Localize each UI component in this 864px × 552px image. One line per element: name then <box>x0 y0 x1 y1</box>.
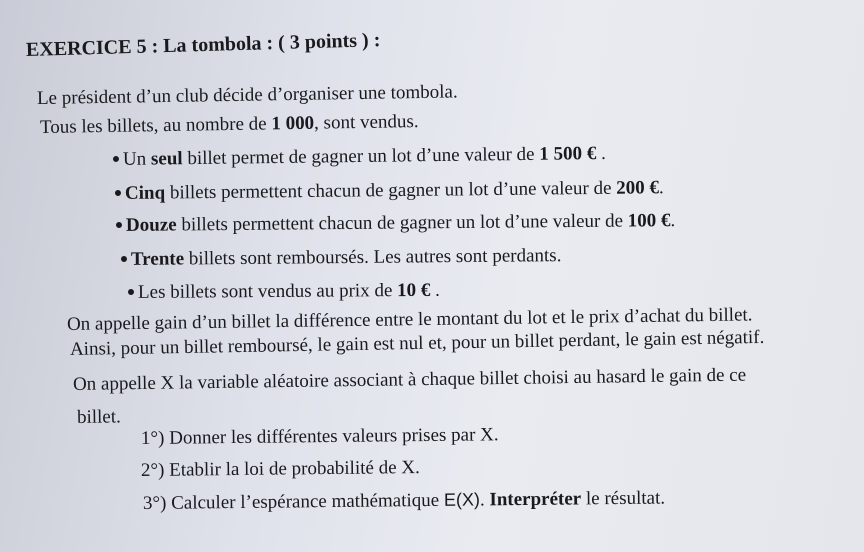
bullet-icon <box>121 256 127 262</box>
bullet-text: billets permettent chacun de gagner un lot d’une valeur de <box>165 177 617 204</box>
bullet-end: . <box>596 142 606 165</box>
question-text: Donner les différentes valeurs prises par X. <box>164 424 499 449</box>
list-item <box>128 280 440 304</box>
exercise-title: EXERCICE 5 : La tombola : ( 3 points ) : <box>25 29 381 61</box>
bullet-icon <box>113 156 119 162</box>
list-item <box>116 210 675 237</box>
bullet-text: billet permet de gagner un lot d’une valeur de <box>182 143 540 170</box>
question-number: 1°) <box>140 427 165 449</box>
question-text: . <box>479 489 490 511</box>
paragraph-line: Ainsi, pour un billet remboursé, le gain est nul et, pour un billet perdant, le gain est négatif. <box>69 326 765 360</box>
question-number: 3°) <box>142 492 167 514</box>
question-text: Etablir la loi de probabilité de X. <box>164 457 420 481</box>
bullet-end: . <box>430 279 440 301</box>
bullet-bold: seul <box>150 148 183 170</box>
bullet-value: 1 500 € <box>539 143 597 165</box>
bullet-value: 100 € <box>627 210 671 232</box>
bullet-icon <box>116 222 122 228</box>
bullet-bold: Douze <box>125 214 177 236</box>
bullet-bold: Trente <box>130 248 185 270</box>
bullet-value: 10 € <box>397 279 431 302</box>
intro-line-2-text: Tous les billets, au nombre de <box>39 113 272 138</box>
paragraph-line: On appelle X la variable aléatoire associant à chaque billet choisi au hasard le gain de ce <box>72 364 747 395</box>
intro-line-1: Le président d’un club décide d’organiser une tombola. <box>36 81 458 109</box>
paragraph-line: billet. <box>76 406 121 428</box>
bullet-icon <box>128 289 134 295</box>
question-1 <box>141 424 499 450</box>
list-item <box>115 177 664 205</box>
intro-line-2 <box>40 111 419 139</box>
bullet-icon <box>115 190 121 196</box>
question-text: Calculer l’espérance mathématique <box>166 489 445 514</box>
bullet-text: billets sont remboursés. Les autres sont perdants. <box>184 245 562 270</box>
bullet-text: billets permettent chacun de gagner un lot d’une valeur de <box>176 210 628 236</box>
question-text: le résultat. <box>581 487 666 510</box>
question-3 <box>143 487 665 515</box>
question-2 <box>141 457 420 482</box>
bullet-text: Les billets sont vendus au prix de <box>137 280 398 303</box>
ticket-count: 1 000 <box>271 112 315 135</box>
bullet-value: 200 € <box>616 177 660 199</box>
list-item <box>121 245 562 271</box>
intro-line-2-end: , sont vendus. <box>313 111 419 134</box>
question-bold: Interpréter <box>489 488 582 511</box>
expectation-symbol: E(X) <box>443 489 481 510</box>
question-number: 2°) <box>140 459 165 481</box>
bullet-bold: Cinq <box>124 182 166 204</box>
bullet-text: Un <box>122 148 152 170</box>
paragraph-line: On appelle gain d’un billet la différence entre le montant du lot et le prix d’achat du billet. <box>66 304 753 335</box>
bullet-end: . <box>658 177 664 199</box>
list-item <box>113 143 606 171</box>
bullet-end: . <box>670 210 676 232</box>
